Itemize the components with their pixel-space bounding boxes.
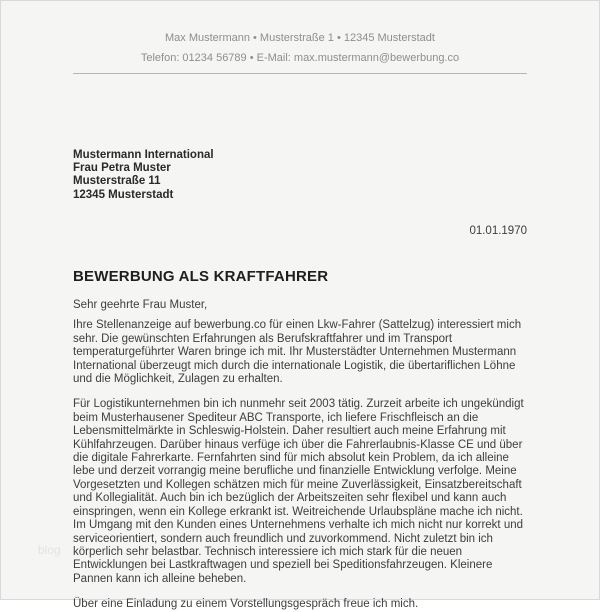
salutation: Sehr geehrte Frau Muster,	[73, 299, 208, 312]
recipient-contact-person: Frau Petra Muster	[73, 162, 171, 175]
sender-contact-line-1: Max Mustermann • Musterstraße 1 • 12345 Musterstadt	[165, 32, 435, 44]
recipient-city: 12345 Musterstadt	[73, 188, 174, 201]
subject-line: BEWERBUNG ALS KRAFTFAHRER	[73, 268, 329, 286]
letter-date: 01.01.1970	[469, 224, 527, 237]
body-paragraph-1: Ihre Stellenanzeige auf bewerbung.co für einen Lkw-Fahrer (Sattelzug) interessiert mich sehr. Die gewünschten Erfahrungen als Berufskraftfahrer und im Transport temperaturgeführter Waren bringe ich mit. Ihr Musterstädter Unternehmen Mustermann International überzeugt mich durch die internationale Logistik, die übertariflichen Löhne und die Möglichkeit, Zulagen zu erhalten.	[73, 319, 522, 386]
recipient-street: Musterstraße 11	[73, 175, 161, 188]
site-watermark: blog	[38, 543, 61, 557]
sender-contact-line-2: Telefon: 01234 56789 • E-Mail: max.mustermann@bewerbung.co	[140, 52, 460, 64]
sender-contact-header	[1, 1, 599, 65]
closing-line: Über eine Einladung zu einem Vorstellungsgespräch freue ich mich.	[73, 598, 419, 611]
header-divider	[73, 73, 527, 74]
body-paragraph-2: Für Logistikunternehmen bin ich nunmehr seit 2003 tätig. Zurzeit arbeite ich ungekündigt beim Musterhausener Spediteur ABC Transporte, ich liefere Frischfleisch an die Lebensmittelmärkte in Schleswig-Holstein. Daher resultiert auch meine Erfahrung mit Kühlfahrzeugen. Darüber hinaus verfüge ich über die Fahrerlaubnis-Klasse CE und über die digitale Fahrerkarte. Fernfahrten sind für mich absolut kein Problem, da ich alleine lebe und derzeit vorrangig meine berufliche und finanzielle Entwicklung verfolge. Meine Vorgesetzten und Kollegen schätzen mich für meine Zuverlässigkeit, Einsatzbereitschaft und Kollegialität. Auch bin ich bezüglich der Arbeitszeiten sehr flexibel und kann auch einspringen, wenn ein Kollege erkrankt ist. Weitreichende Urlaubspläne mache ich nicht. Im Umgang mit den Kunden eines Unternehmens verhalte ich mich nicht nur korrekt und serviceorientiert, sondern auch freundlich und zuvorkommend. Nicht zuletzt bin ich körperlich sehr belastbar. Technisch interessiere ich mich stark für die neuen Entwicklungen bei Lastkraftwagen und speziell bei Speditionsfahrzeugen. Kleinere Pannen kann ich alleine beheben.	[73, 398, 524, 585]
recipient-address-block	[73, 149, 527, 202]
letter-body	[1, 149, 599, 612]
recipient-company: Mustermann International	[73, 149, 214, 161]
